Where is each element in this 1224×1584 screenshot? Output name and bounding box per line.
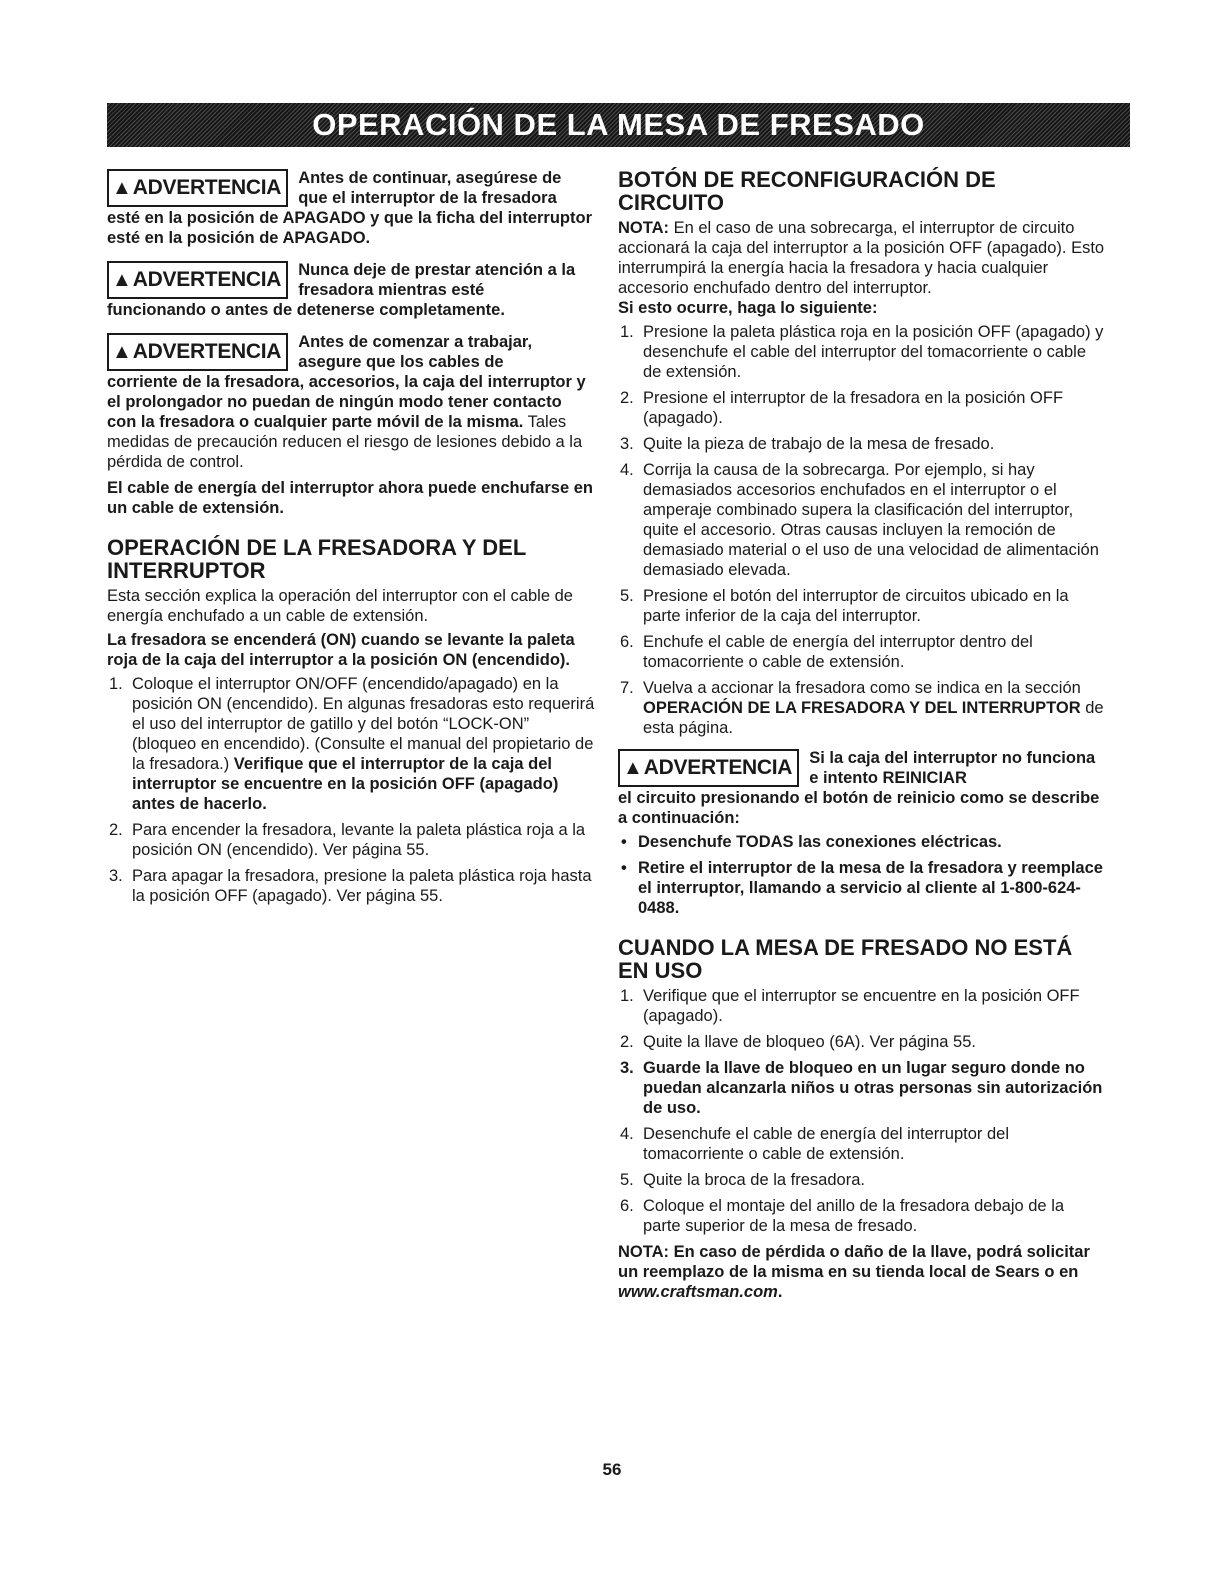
warning-text-first: Antes de continuar, asegúrese de que el interruptor de la fresadora — [298, 169, 562, 207]
list-item: 3. Guarde la llave de bloqueo en un lugar seguro donde no puedan alcanzarla niños u otras personas sin autorización de uso. — [620, 1059, 1103, 1117]
list-item: 1. Presione la paleta plástica roja en la posición OFF (apagado) y desenchufe el cable del interruptor del tomacorriente o cable de extensión. — [620, 323, 1104, 381]
section-heading-not-in-use: CUANDO LA MESA DE FRESADO NO ESTÁ EN USO — [618, 935, 1073, 983]
warning-text-first: Nunca deje de prestar atención a la fresadora mientras esté — [298, 261, 576, 299]
section-bold-note: La fresadora se encenderá (ON) cuando se levante la paleta roja de la caja del interruptor a la posición ON (encendido). — [107, 631, 575, 669]
section-intro: Esta sección explica la operación del interruptor con el cable de energía enchufado a un cable de extensión. — [107, 587, 573, 625]
warning-triangle-icon: ▲ — [623, 757, 643, 779]
final-note: NOTA: En caso de pérdida o daño de la llave, podrá solicitar un reemplazo de la misma en su tienda local de Sears o en www.craftsman.com. — [618, 1243, 1090, 1301]
list-item: • Retire el interruptor de la mesa de la fresadora y reemplace el interruptor, llamando a servicio al cliente al 1-800-624-0488. — [621, 859, 1103, 917]
warning-triangle-icon: ▲ — [112, 341, 132, 363]
warning-triangle-icon: ▲ — [112, 269, 132, 291]
warning-text-first: Antes de comenzar a trabajar, asegure que los cables de — [298, 333, 533, 371]
list-item: 3. Quite la pieza de trabajo de la mesa de fresado. — [620, 435, 995, 453]
warning-block-1 — [107, 168, 595, 248]
warning-text-rest: el circuito presionando el botón de reinicio como se describe a continuación: — [618, 789, 1100, 827]
list-item: 5. Quite la broca de la fresadora. — [620, 1171, 865, 1189]
list-item: 2. Quite la llave de bloqueo (6A). Ver página 55. — [620, 1033, 976, 1051]
section-heading-circuit-reset: BOTÓN DE RECONFIGURACIÓN DE CIRCUITO — [618, 167, 996, 215]
list-item: 6. Enchufe el cable de energía del interruptor dentro del tomacorriente o cable de extensión. — [620, 633, 1033, 671]
warning-label: ▲ ADVERTENCIA — [107, 261, 288, 299]
warning-label: ▲ ADVERTENCIA — [618, 749, 799, 787]
list-item: • Desenchufe TODAS las conexiones eléctricas. — [621, 833, 1002, 851]
list-item: 2. Para encender la fresadora, levante la paleta plástica roja a la posición ON (encendido). Ver página 55. — [109, 821, 586, 859]
warning-text-rest: funcionando o antes de detenerse completamente. — [107, 301, 505, 319]
router-switch-steps — [107, 674, 595, 906]
not-in-use-steps — [618, 986, 1105, 1236]
page-title: OPERACIÓN DE LA MESA DE FRESADO — [312, 107, 925, 142]
list-item: 4. Corrija la causa de la sobrecarga. Por ejemplo, si hay demasiados accesorios enchufados en el interruptor o el amperaje combinado supera la clasificación del interruptor, quite el accesorio. Otras causas incluyen la remoción de demasiado material o el uso de una velocidad de alimentación demasiado elevada. — [620, 461, 1099, 579]
if-occurs-text: Si esto ocurre, haga lo siguiente: — [618, 299, 878, 317]
circuit-reset-steps — [618, 322, 1105, 738]
list-item: 1. Coloque el interruptor ON/OFF (encendido/apagado) en la posición ON (encendido). En algunas fresadoras esto requerirá el uso del interruptor de gatillo y del botón “LOCK-ON” (bloqueo en encendido). (Consulte el manual del propietario de la fresadora.) Verifique que el interruptor de la caja del interruptor se encuentre en la posición OFF (apagado) antes de hacerlo. — [109, 675, 595, 813]
right-column — [618, 168, 1105, 1302]
warning-block-3 — [107, 332, 595, 472]
craftsman-link[interactable]: www.craftsman.com — [618, 1283, 778, 1301]
warning-text-rest: esté en la posición de APAGADO y que la ficha del interruptor esté en la posición de APAGADO. — [107, 209, 593, 247]
list-item: 4. Desenchufe el cable de energía del interruptor del tomacorriente o cable de extensión. — [620, 1125, 1009, 1163]
warning-triangle-icon: ▲ — [112, 177, 132, 199]
cord-note: El cable de energía del interruptor ahora puede enchufarse en un cable de extensión. — [107, 479, 593, 517]
list-item: 2. Presione el interruptor de la fresadora en la posición OFF (apagado). — [620, 389, 1064, 427]
section-heading-router-switch: OPERACIÓN DE LA FRESADORA Y DEL INTERRUPTOR — [107, 535, 526, 583]
list-item: 7. Vuelva a accionar la fresadora como se indica en la sección OPERACIÓN DE LA FRESADORA Y DEL INTERRUPTOR de esta página. — [620, 679, 1104, 737]
warning-block-2 — [107, 260, 595, 320]
page-number: 56 — [602, 1460, 622, 1479]
warning-block-4 — [618, 748, 1105, 828]
warning-label: ▲ ADVERTENCIA — [107, 333, 288, 371]
circuit-note: NOTA: En el caso de una sobrecarga, el interruptor de circuito accionará la caja del interruptor a la posición OFF (apagado). Esto interrumpirá la energía hacia la fresadora y hacia cualquier accesorio enchufado dentro del interruptor. — [618, 219, 1105, 297]
page-title-banner — [107, 103, 1130, 147]
list-item: 3. Para apagar la fresadora, presione la paleta plástica roja hasta la posición OFF (apagado). Ver página 55. — [109, 867, 592, 905]
warning-text-rest: corriente de la fresadora, accesorios, la caja del interruptor y el prolongador no puedan de ningún modo tener contacto con la fresadora o cualquier parte móvil de la misma. Tales medidas de precaución reducen el riesgo de lesiones debido a la pérdida de control. — [107, 373, 586, 471]
warning-label: ▲ ADVERTENCIA — [107, 169, 288, 207]
warning-bullets — [618, 832, 1105, 918]
list-item: 5. Presione el botón del interruptor de circuitos ubicado en la parte inferior de la caja del interruptor. — [620, 587, 1069, 625]
list-item: 6. Coloque el montaje del anillo de la fresadora debajo de la parte superior de la mesa de fresado. — [620, 1197, 1065, 1235]
list-item: 1. Verifique que el interruptor se encuentre en la posición OFF (apagado). — [620, 987, 1080, 1025]
warning-text-first: Si la caja del interruptor no funciona e intento REINICIAR — [809, 749, 1096, 787]
left-column — [107, 168, 595, 912]
